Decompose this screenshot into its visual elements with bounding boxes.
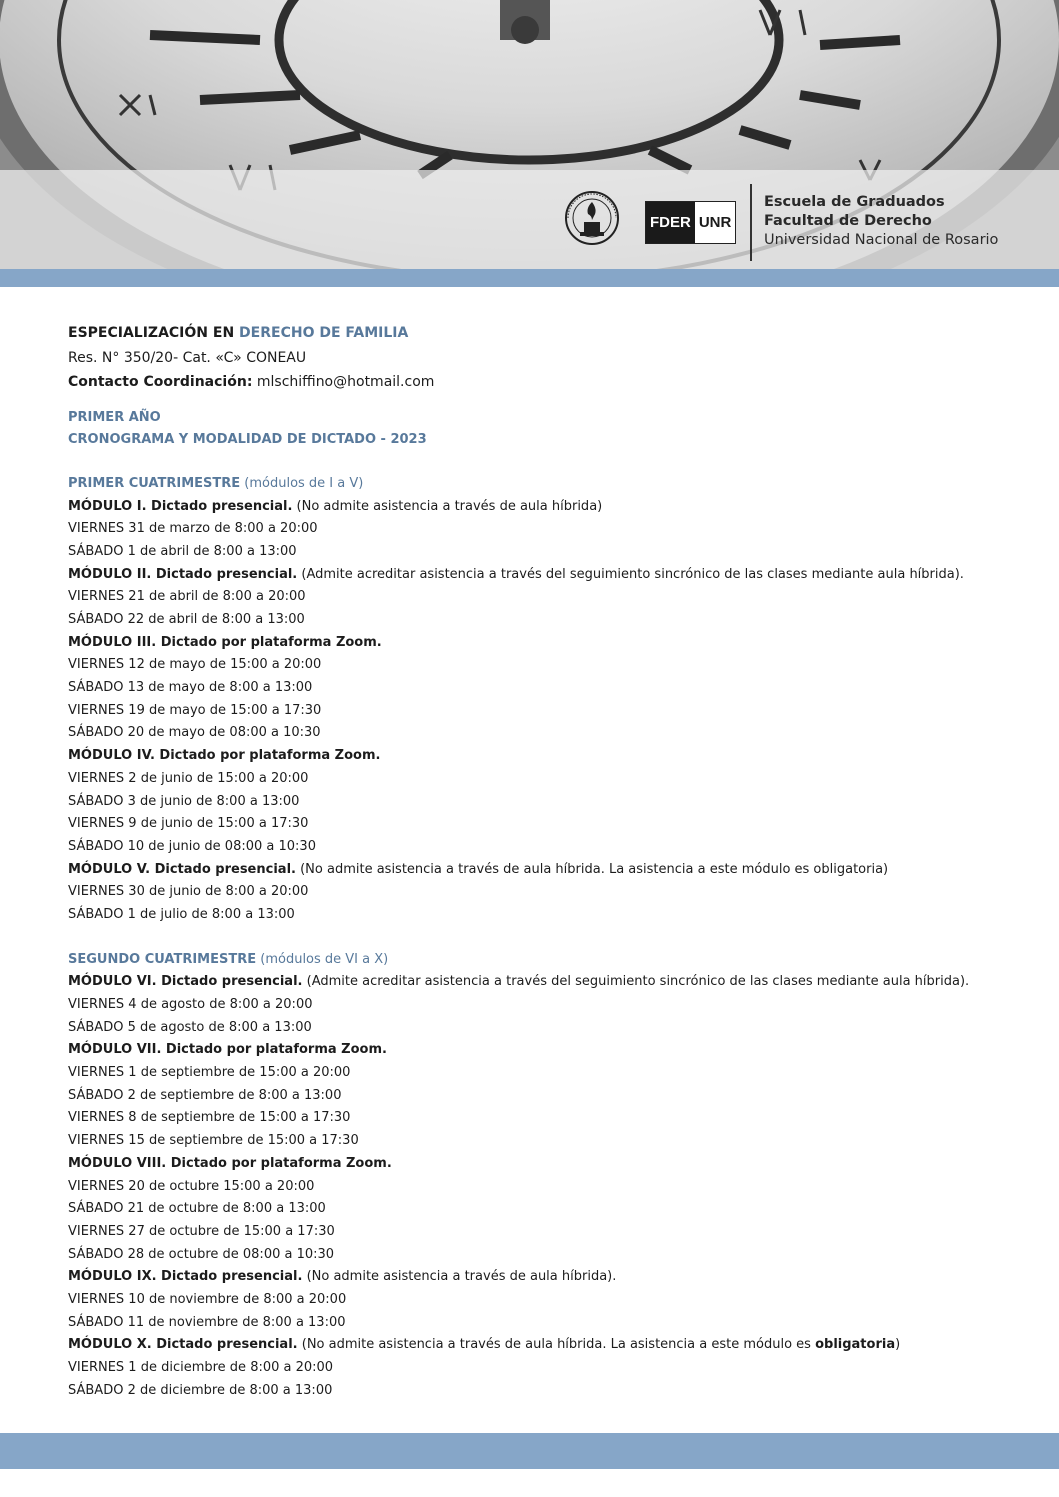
module-2-date: SÁBADO 22 de abril de 8:00 a 13:00: [68, 612, 305, 627]
module-3-date: VIERNES 12 de mayo de 15:00 a 20:00: [68, 657, 322, 673]
module-5-heading: MÓDULO V. Dictado presencial. (No admite asistencia a través de aula híbrida. La asistencia a este módulo es obligatoria): [68, 861, 889, 877]
semester-2-title: SEGUNDO CUATRIMESTRE: [68, 951, 257, 967]
module-10-date: SÁBADO 2 de diciembre de 8:00 a 13:00: [68, 1382, 333, 1398]
contact-label: Contacto Coordinación:: [68, 374, 253, 390]
schedule-heading: CRONOGRAMA Y MODALIDAD DE DICTADO - 2023: [68, 432, 427, 448]
module-6-date: SÁBADO 5 de agosto de 8:00 a 13:00: [68, 1019, 312, 1035]
module-6-heading: MÓDULO VI. Dictado presencial. (Admite acreditar asistencia a través del seguimiento sincrónico de las clases mediante aula híbrida).: [68, 974, 970, 990]
module-4-date: SÁBADO 10 de junio de 08:00 a 10:30: [68, 838, 316, 854]
header-banner: [0, 0, 1059, 269]
program-prefix: ESPECIALIZACIÓN EN: [68, 325, 240, 341]
module-8-date: VIERNES 20 de octubre 15:00 a 20:00: [68, 1178, 315, 1194]
fder-logo-text: FDER: [646, 202, 695, 243]
module-8-date: SÁBADO 28 de octubre de 08:00 a 10:30: [68, 1246, 335, 1262]
module-3-date: VIERNES 19 de mayo de 15:00 a 17:30: [68, 702, 322, 718]
module-5-date: VIERNES 30 de junio de 8:00 a 20:00: [68, 884, 309, 900]
module-9-heading: MÓDULO IX. Dictado presencial. (No admite asistencia a través de aula híbrida).: [68, 1269, 617, 1285]
module-7-date: VIERNES 1 de septiembre de 15:00 a 20:00: [68, 1065, 351, 1081]
semester-2-heading: [68, 949, 1028, 972]
institution-faculty: Facultad de Derecho: [764, 213, 932, 229]
module-2-date: VIERNES 21 de abril de 8:00 a 20:00: [68, 589, 306, 605]
semester-1-title: PRIMER CUATRIMESTRE: [68, 475, 241, 491]
module-1-heading: MÓDULO I. Dictado presencial. (No admite asistencia a través de aula híbrida): [68, 498, 603, 514]
module-7-date: VIERNES 15 de septiembre de 15:00 a 17:30: [68, 1133, 359, 1149]
module-9-date: VIERNES 10 de noviembre de 8:00 a 20:00: [68, 1291, 347, 1307]
module-8-heading: MÓDULO VIII. Dictado por plataforma Zoom.: [68, 1155, 392, 1171]
header-divider: [750, 184, 752, 261]
program-name: DERECHO DE FAMILIA: [239, 325, 409, 341]
module-6-date: VIERNES 4 de agosto de 8:00 a 20:00: [68, 997, 313, 1012]
year-heading: PRIMER AÑO: [68, 409, 161, 425]
module-7-date: VIERNES 8 de septiembre de 15:00 a 17:30: [68, 1110, 351, 1126]
semester-1-range: (módulos de I a V): [240, 475, 364, 491]
fder-unr-logo: [645, 201, 736, 244]
module-4-date: SÁBADO 3 de junio de 8:00 a 13:00: [68, 793, 300, 809]
module-4-date: VIERNES 9 de junio de 15:00 a 17:30: [68, 816, 309, 832]
institution-university: Universidad Nacional de Rosario: [764, 232, 999, 248]
top-accent-bar: [0, 269, 1059, 287]
module-3-date: SÁBADO 20 de mayo de 08:00 a 10:30: [68, 725, 321, 741]
module-1-date: VIERNES 31 de marzo de 8:00 a 20:00: [68, 521, 318, 537]
module-3-heading: MÓDULO III. Dictado por plataforma Zoom.: [68, 634, 382, 650]
module-3-date: SÁBADO 13 de mayo de 8:00 a 13:00: [68, 680, 313, 696]
unr-logo-text: UNR: [698, 214, 732, 231]
module-5-date: SÁBADO 1 de julio de 8:00 a 13:00: [68, 906, 295, 922]
module-10-heading: MÓDULO X. Dictado presencial. (No admite asistencia a través de aula híbrida. La asistencia a este módulo es obligatoria): [68, 1337, 901, 1353]
semester-2-range: (módulos de VI a X): [256, 951, 389, 967]
bottom-accent-bar: [0, 1433, 1059, 1469]
program-resolution: Res. N° 350/20- Cat. «C» CONEAU: [68, 349, 307, 366]
module-1-date: SÁBADO 1 de abril de 8:00 a 13:00: [68, 543, 297, 559]
semester-1-heading: [68, 473, 1028, 496]
module-4-date: VIERNES 2 de junio de 15:00 a 20:00: [68, 770, 309, 786]
document-body: [68, 321, 1028, 1402]
module-7-heading: MÓDULO VII. Dictado por plataforma Zoom.: [68, 1042, 387, 1058]
module-4-heading: MÓDULO IV. Dictado por plataforma Zoom.: [68, 748, 381, 764]
institution-school: Escuela de Graduados: [764, 194, 945, 210]
university-seal-logo: [562, 188, 622, 254]
module-2-heading: MÓDULO II. Dictado presencial. (Admite acreditar asistencia a través del seguimiento sincrónico de las clases mediante aula híbrida).: [68, 566, 964, 582]
module-8-date: SÁBADO 21 de octubre de 8:00 a 13:00: [68, 1201, 326, 1217]
module-9-date: SÁBADO 11 de noviembre de 8:00 a 13:00: [68, 1314, 346, 1330]
institution-block: [764, 193, 998, 250]
module-8-date: VIERNES 27 de octubre de 15:00 a 17:30: [68, 1223, 335, 1239]
contact-email: mlschiffino@hotmail.com: [252, 374, 435, 390]
program-contact: [68, 370, 1028, 395]
module-7-date: SÁBADO 2 de septiembre de 8:00 a 13:00: [68, 1087, 342, 1103]
module-10-date: VIERNES 1 de diciembre de 8:00 a 20:00: [68, 1360, 334, 1375]
program-title: [68, 321, 1028, 346]
